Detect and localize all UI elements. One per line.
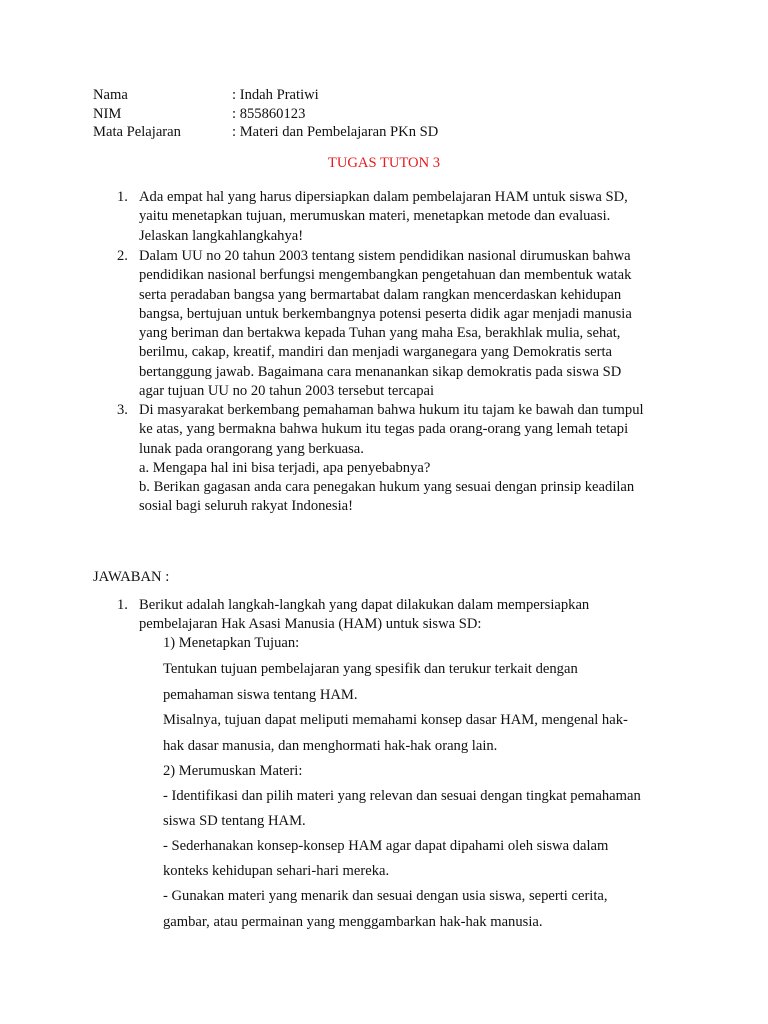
answer-line: pemahaman siswa tentang HAM.: [163, 687, 358, 703]
answer-intro-line: pembelajaran Hak Asasi Manusia (HAM) untuk siswa SD:: [139, 616, 482, 632]
nama-value: : Indah Pratiwi: [232, 87, 319, 103]
answer-line: 1) Menetapkan Tujuan:: [163, 635, 300, 651]
answer-line: Tentukan tujuan pembelajaran yang spesifik dan terukur terkait dengan: [163, 661, 578, 677]
answer-line: - Gunakan materi yang menarik dan sesuai dengan usia siswa, seperti cerita,: [163, 888, 608, 904]
question-line: lunak pada orangorang yang berkuasa.: [139, 440, 364, 457]
question-line: a. Mengapa hal ini bisa terjadi, apa penyebabnya?: [139, 459, 431, 476]
nim-value: : 855860123: [232, 106, 306, 122]
question-line: pendidikan nasional berfungsi mengembangkan pengetahuan dan membentuk watak: [139, 267, 632, 284]
answer-intro-line: Berikut adalah langkah-langkah yang dapat dilakukan dalam mempersiapkan: [139, 597, 590, 613]
nim-label: NIM: [93, 106, 122, 122]
question-item-1: [117, 188, 677, 246]
question-line: yang beriman dan bertakwa kepada Tuhan yang maha Esa, berakhlak mulia, sehat,: [139, 325, 621, 342]
mapel-value: : Materi dan Pembelajaran PKn SD: [232, 124, 439, 140]
question-line: bertanggung jawab. Bagaimana cara menanankan sikap demokratis pada siswa SD: [139, 363, 622, 380]
nama-label: Nama: [93, 87, 128, 103]
answer-line: siswa SD tentang HAM.: [163, 813, 306, 829]
question-line: sosial bagi seluruh rakyat Indonesia!: [139, 498, 353, 515]
question-line: serta peradaban bangsa yang bermartabat dalam rangkan mencerdaskan kehidupan: [139, 286, 622, 303]
answer-line: - Sederhanakan konsep-konsep HAM agar dapat dipahami oleh siswa dalam: [163, 838, 609, 854]
answer-line: 2) Merumuskan Materi:: [163, 763, 303, 779]
question-line: berilmu, cakap, kreatif, mandiri dan menjadi warganegara yang Demokratis serta: [139, 344, 613, 361]
jawaban-heading: JAWABAN :: [93, 569, 170, 585]
question-number: 3.: [117, 402, 128, 418]
answer-line: - Identifikasi dan pilih materi yang relevan dan sesuai dengan tingkat pemahaman: [163, 788, 641, 804]
question-line: Di masyarakat berkembang pemahaman bahwa hukum itu tajam ke bawah dan tumpul: [139, 402, 644, 418]
question-line: Ada empat hal yang harus dipersiapkan dalam pembelajaran HAM untuk siswa SD,: [139, 189, 628, 205]
answer-line: gambar, atau permainan yang menggambarkan hak-hak manusia.: [163, 914, 543, 930]
question-line: bangsa, bertujuan untuk berkembangnya potensi peserta didik agar menjadi manusia: [139, 305, 632, 322]
question-item-2: [117, 247, 677, 401]
question-line: yaitu menetapkan tujuan, merumuskan materi, menetapkan metode dan evaluasi.: [139, 208, 611, 225]
question-line: Dalam UU no 20 tahun 2003 tentang sistem pendidikan nasional dirumuskan bahwa: [139, 248, 631, 264]
question-number: 1.: [117, 189, 128, 205]
question-item-3: [117, 401, 677, 517]
answer-number: 1.: [117, 597, 128, 613]
question-line: agar tujuan UU no 20 tahun 2003 tersebut tercapai: [139, 383, 435, 400]
answer-line: konteks kehidupan sehari-hari mereka.: [163, 863, 390, 879]
answer-line: hak dasar manusia, dan menghormati hak-hak orang lain.: [163, 738, 498, 754]
page-title: TUGAS TUTON 3: [327, 155, 441, 171]
answer-line: Misalnya, tujuan dapat meliputi memahami konsep dasar HAM, mengenal hak-: [163, 712, 628, 728]
question-number: 2.: [117, 248, 128, 264]
question-line: b. Berikan gagasan anda cara penegakan hukum yang sesuai dengan prinsip keadilan: [139, 479, 635, 496]
question-line: Jelaskan langkahlangkahya!: [139, 227, 304, 244]
question-line: ke atas, yang bermakna bahwa hukum itu tegas pada orang-orang yang lemah tetapi: [139, 421, 629, 438]
mapel-label: Mata Pelajaran: [93, 124, 181, 140]
